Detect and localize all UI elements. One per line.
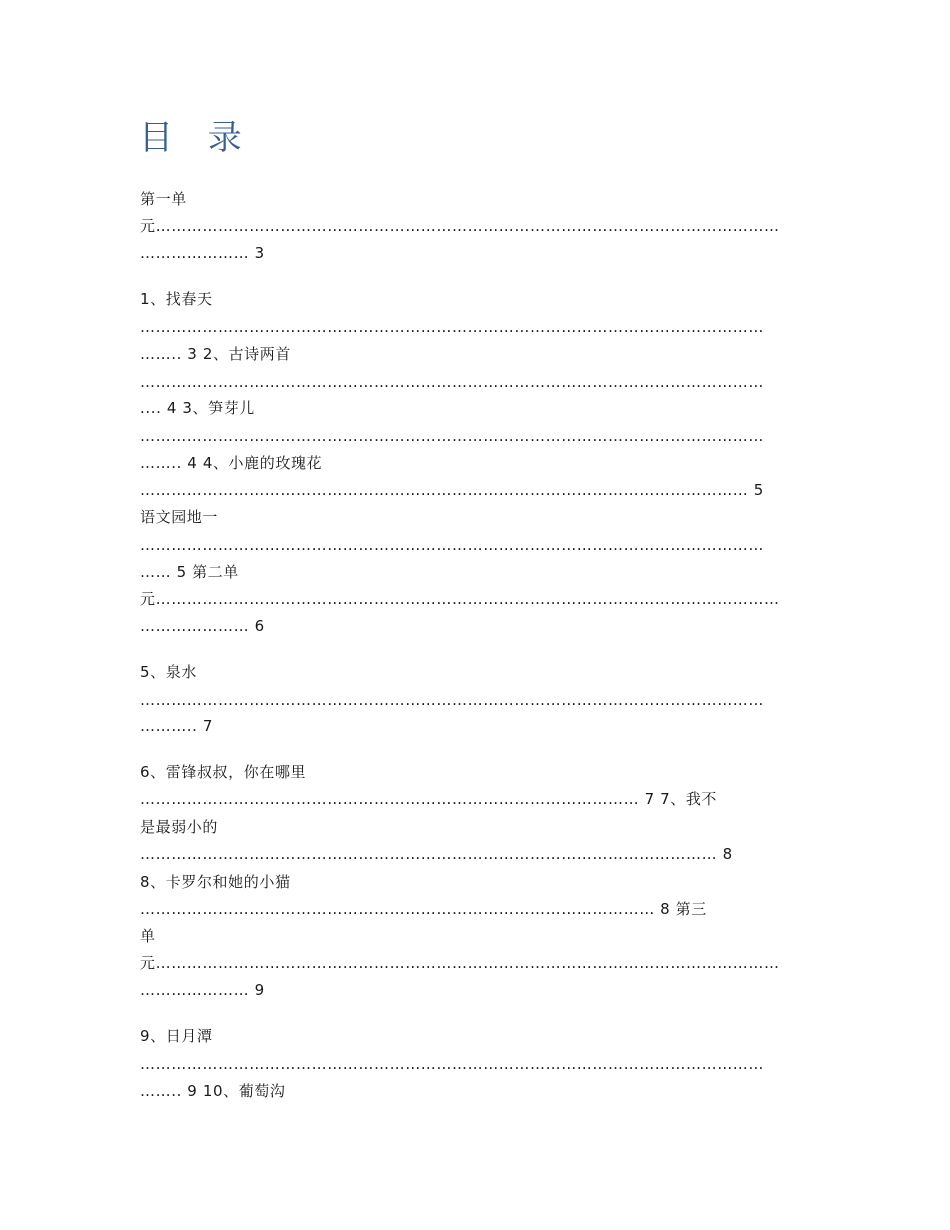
toc-line: ………………………………………………………………………………………………………… [140,1055,764,1073]
toc-line: 元………………………………………………………………………………………………………… [140,217,780,235]
toc-line: 第一单 [140,190,187,208]
toc-line: ……………………………………………………………………………………… 8 第三 [140,900,707,918]
toc-line: …… 5 第二单 [140,563,239,581]
toc-line: 1、找春天 [140,290,213,308]
toc-line: ………………………………………………………………………………………………………… [140,427,764,445]
toc-line: 是最弱小的 [140,818,219,836]
toc-line: .... 4 3、笋芽儿 [140,399,255,417]
toc-line: …….. 4 4、小鹿的玫瑰花 [140,454,323,472]
toc-line: 元………………………………………………………………………………………………………… [140,954,780,972]
toc-line: ………………………………………………………………………………………………………… [140,373,764,391]
toc-line: …….. 9 10、葡萄沟 [140,1082,286,1100]
toc-line: ………………………………………………………………………………………………………… [140,691,764,709]
toc-title: 目 录 [139,118,254,158]
toc-line: 9、日月潭 [140,1027,213,1045]
toc-line: 语文园地一 [140,508,219,526]
toc-line: 6、雷锋叔叔，你在哪里 [140,763,307,781]
toc-line: ………………… 3 [140,244,265,262]
toc-line: 5、泉水 [140,663,197,681]
toc-line: 单 [140,927,156,945]
toc-line: 8、卡罗尔和她的小猫 [140,873,291,891]
toc-line: ………………………………………………………………………………………………… 8 [140,845,733,863]
toc-line: ………………………………………………………………………………………………………… [140,536,764,554]
toc-line: 元………………………………………………………………………………………………………… [140,590,780,608]
toc-line: …….. 3 2、古诗两首 [140,345,291,363]
toc-line: ………………… 6 [140,617,265,635]
toc-line: ………………… 9 [140,981,265,999]
toc-line: ………………………………………………………………………………………………………… [140,318,764,336]
toc-line: ……….. 7 [140,717,214,735]
toc-line: …………………………………………………………………………………… 7 7、我不 [140,790,718,808]
toc-line: ……………………………………………………………………………………………………… 5 [140,481,764,499]
